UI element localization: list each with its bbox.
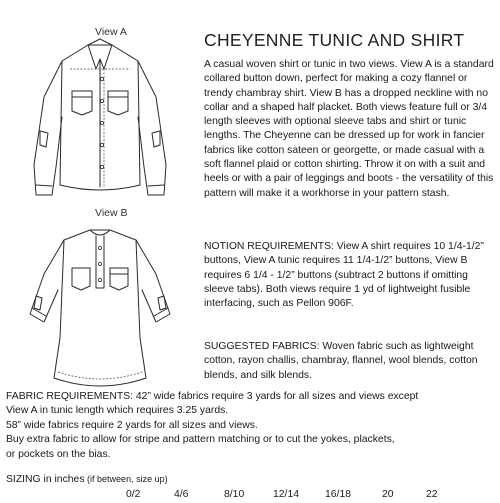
pattern-title: CHEYENNE TUNIC AND SHIRT xyxy=(204,30,465,50)
view-b-tunic-drawing xyxy=(0,218,200,398)
size-label: 4/6 xyxy=(174,489,189,500)
view-a-label: View A xyxy=(95,26,127,38)
view-a-shirt-drawing xyxy=(0,35,200,210)
size-label: 8/10 xyxy=(224,489,245,500)
size-label: 0/2 xyxy=(126,489,141,500)
fabric-requirements-line: or pockets on the bias. xyxy=(6,448,111,460)
suggested-fabrics-text: SUGGESTED FABRICS: Woven fabric such as lightweight cotton, rayon challis, chambray, flannel, wool blends, cotton blends, and silk blends. xyxy=(204,341,478,381)
notion-requirements-text: NOTION REQUIREMENTS: View A shirt requires 10 1/4-1/2” buttons, View A tunic requires 11 1/4-1/2” buttons, View B requires 6 1/4 - 1/2” buttons (subtract 2 buttons if omitting sleeve tabs). Both views require 1 yd of lightweight fusible interfacing, such as Pellon 906F. xyxy=(204,241,484,310)
sizing-heading xyxy=(6,474,168,485)
size-label: 16/18 xyxy=(325,489,352,500)
suggested-fabrics xyxy=(204,340,494,383)
description-text: A casual woven shirt or tunic in two views. View A is a standard collared button down, perfect for making a cozy flannel or trendy chambray shirt. View B has a dropped neckline with no collar and a shaped half placket. Both views feature full or 3/4 length sleeves with optional sleeve tabs and shirt or tunic lengths. The Cheyenne can be dressed up for work in fancier fabrics like cotton sateen or georgette, or made casual with a soft flannel plaid or cotton shirting. Throw it on with a suit and heels or with a pair of leggings and boots - the versatility of this pattern will make it a workhorse in your pattern stash. xyxy=(204,59,494,199)
fabric-requirements-line: 58” wide fabrics require 2 yards for all sizes and views. xyxy=(6,419,258,431)
fabric-requirements-line: FABRIC REQUIREMENTS: 42” wide fabrics require 3 yards for all sizes and views except xyxy=(6,391,419,402)
size-label: 22 xyxy=(426,489,438,500)
description-paragraph xyxy=(204,58,494,201)
notion-requirements xyxy=(204,240,494,311)
size-label: 12/14 xyxy=(273,489,300,500)
size-label: 20 xyxy=(382,489,394,500)
size-header-row xyxy=(0,489,500,503)
sizing-note: (if between, size up) xyxy=(84,474,168,484)
sizing-heading-text: SIZING in inches xyxy=(6,474,85,485)
view-b-label: View B xyxy=(95,207,128,219)
fabric-requirements xyxy=(6,390,496,462)
fabric-requirements-line: View A in tunic length which requires 3.25 yards. xyxy=(6,405,229,417)
fabric-requirements-line: Buy extra fabric to allow for stripe and pattern matching or to cut the yokes, plackets, xyxy=(6,434,395,446)
